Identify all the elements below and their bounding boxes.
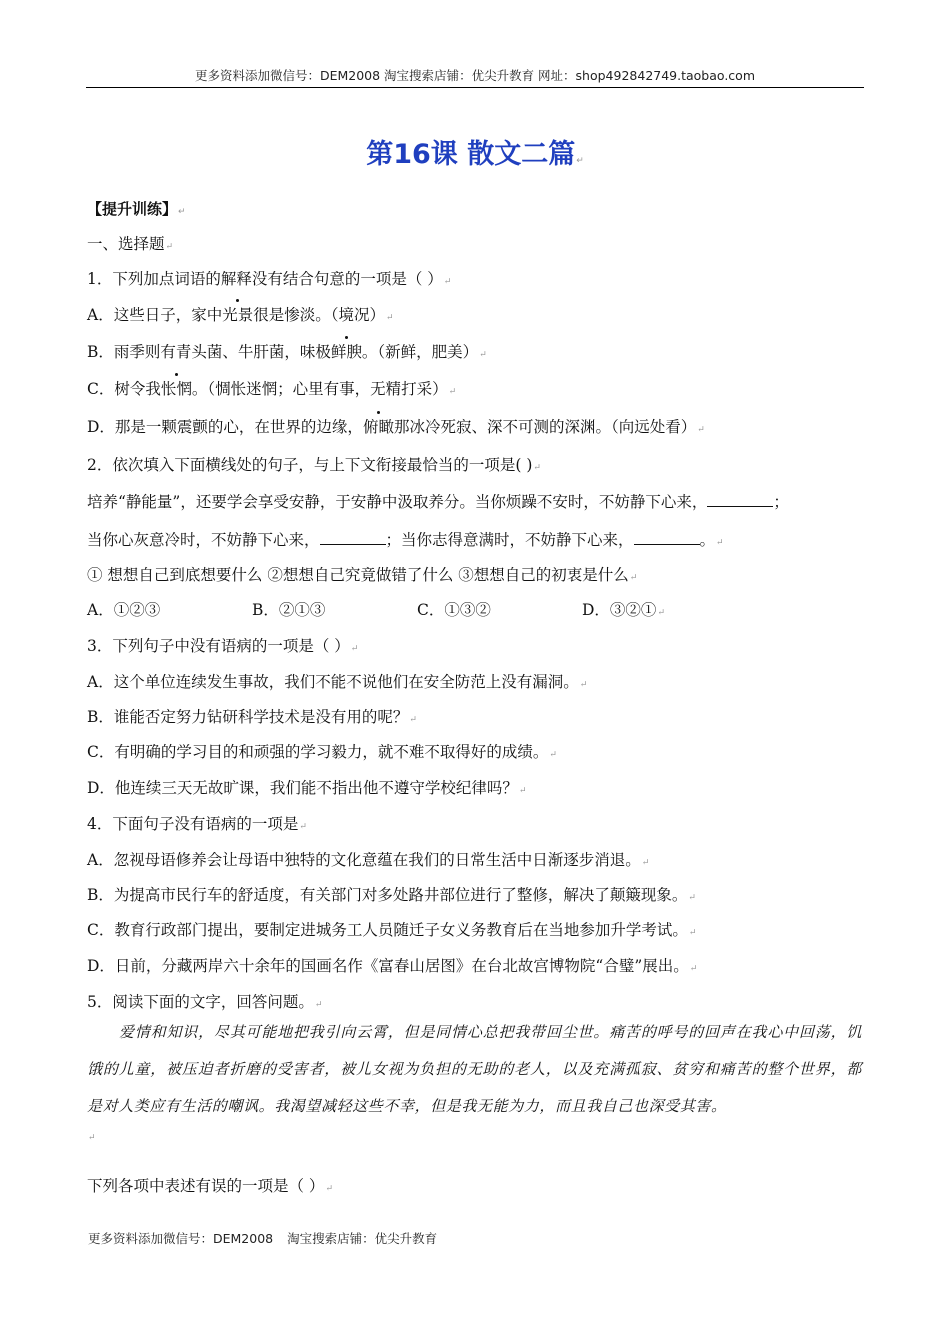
paragraph-mark: ↵ [641, 858, 650, 868]
paragraph-mark-line [87, 1126, 96, 1144]
question-text: 3．下列句子中没有语病的一项是（ ） [87, 637, 350, 655]
items-text: ① 想想自己到底想要什么 ②想想自己究竟做错了什么 ③想想自己的初衷是什么 [87, 566, 629, 584]
fill-blank [634, 530, 700, 545]
question-1-stem [87, 267, 451, 289]
footer-wechat: 更多资料添加微信号：DEM2008 [88, 1231, 274, 1246]
question-4-option-c [87, 918, 696, 940]
option-text: D．他连续三天无故旷课，我们能不指出他不遵守学校纪律吗？ [87, 779, 518, 797]
page-title [0, 132, 950, 171]
dotted-word: 怅惘 [161, 377, 192, 399]
option-d: D．③②① [582, 601, 657, 619]
question-1-option-c [87, 377, 456, 399]
paragraph-mark: ↵ [579, 680, 588, 690]
question-2-stem [87, 453, 541, 475]
sub-section-heading [87, 232, 173, 254]
title-text: 第16课 散文二篇 [366, 139, 576, 170]
question-1-option-b [87, 340, 487, 362]
option-text: A．这个单位连续发生事故，我们不能不说他们在安全防范上没有漏洞。 [87, 673, 579, 691]
paragraph-mark: ↵ [689, 964, 698, 974]
dotted-word: 鲜腴 [331, 340, 362, 362]
paragraph-mark: ↵ [716, 538, 724, 548]
header-divider [86, 87, 864, 88]
paragraph-text: 。 [699, 531, 716, 549]
question-5-stem [87, 990, 322, 1012]
paragraph-mark: ↵ [350, 644, 359, 654]
option-text: C．树令我 [87, 380, 161, 398]
option-text: B．谁能否定努力钻研科学技术是没有用的呢？ [87, 708, 409, 726]
option-text: B．雨季则有青头菌、牛肝菌，味极 [87, 343, 331, 361]
question-4-stem [87, 812, 307, 834]
question-5-sub-stem [87, 1174, 333, 1196]
option-text: 。（新鲜，肥美） [361, 343, 479, 361]
paragraph-mark: ↵ [88, 1133, 96, 1143]
question-2-items [87, 563, 637, 585]
paragraph-mark: ↵ [697, 425, 705, 435]
passage-text: 爱情和知识，尽其可能地把我引向云霄，但是同情心总把我带回尘世。痛苦的呼号的回声在我心中回荡，饥饿的儿童，被压迫者折磨的受害者，被儿女视为负担的无助的老人，以及充满孤寂、贫穷和痛苦的整个世界，都是对人类应有生活的嘲讽。我渴望减轻这些不幸，但是我无能为力，而且我自己也深受其害。 [87, 1023, 862, 1115]
footer-shop: 淘宝搜索店铺：优尖升教育 [287, 1231, 438, 1246]
question-4-option-b [87, 883, 696, 905]
paragraph-mark: ↵ [299, 822, 307, 832]
question-text: 1．下列加点词语的解释没有结合句意的一项是（ ） [87, 270, 443, 288]
paragraph-mark: ↵ [178, 207, 186, 217]
paragraph-mark: ↵ [576, 156, 584, 166]
paragraph-mark: ↵ [409, 715, 417, 725]
option-text: C．教育行政部门提出，要制定进城务工人员随迁子女义务教育后在当地参加升学考试。 [87, 921, 688, 939]
option-text: A．这些日子，家中 [87, 306, 223, 324]
question-4-option-a [87, 848, 649, 870]
dotted-word: 光景 [222, 303, 253, 325]
paragraph-mark: ↵ [325, 1184, 333, 1194]
question-1-option-a [87, 303, 394, 325]
paragraph-text: 培养“静能量”，还要学会享受安静，于安静中汲取养分。当你烦躁不安时，不妨静下心来， [87, 493, 708, 511]
paragraph-mark: ↵ [533, 463, 541, 473]
paragraph-mark: ↵ [448, 387, 457, 397]
question-2-paragraph-2 [87, 528, 724, 550]
question-3-option-a [87, 670, 587, 692]
paragraph-mark: ↵ [549, 750, 557, 760]
option-a: A．①②③ [87, 601, 161, 619]
question-3-stem [87, 634, 358, 656]
paragraph-mark: ↵ [443, 277, 452, 287]
question-1-option-d [87, 415, 705, 437]
option-text: 很是惨淡。（境况） [253, 306, 385, 324]
question-3-option-d [87, 776, 526, 798]
option-text: D．日前，分藏两岸六十余年的国画名作《富春山居图》在台北故宫博物院“合璧”展出。 [87, 957, 689, 975]
question-text: 下列各项中表述有误的一项是（ ） [87, 1177, 325, 1195]
option-text: B．为提高市民行车的舒适度，有关部门对多处路井部位进行了整修，解决了颠簸现象。 [87, 886, 688, 904]
option-c: C．①③② [417, 601, 491, 619]
paragraph-mark: ↵ [479, 350, 487, 360]
paragraph-mark: ↵ [518, 786, 527, 796]
sub-section-text: 一、选择题 [87, 235, 165, 253]
paragraph-mark: ↵ [688, 928, 697, 938]
paragraph-mark: ↵ [165, 242, 174, 252]
paragraph-text: 当你心灰意冷时，不妨静下心来， [87, 531, 320, 549]
paragraph-text: ；当你志得意满时，不妨静下心来， [385, 531, 634, 549]
question-4-option-d [87, 954, 697, 976]
option-text: C．有明确的学习目的和顽强的学习毅力，就不难不取得好的成绩。 [87, 743, 549, 761]
option-text: D．那是一颗震颤的心，在世界的边缘， [87, 418, 363, 436]
question-text: 2．依次填入下面横线处的句子，与上下文衔接最恰当的一项是( ) [87, 456, 533, 474]
option-text: 那冰冷死寂、深不可测的深渊。（向远处看） [393, 418, 697, 436]
paragraph-mark: ↵ [657, 608, 665, 618]
reading-passage [87, 1014, 862, 1125]
paragraph-mark: ↵ [385, 313, 394, 323]
question-2-options [87, 598, 665, 620]
section-heading [87, 198, 186, 219]
section-heading-text: 【提升训练】 [87, 200, 178, 218]
paragraph-mark: ↵ [629, 573, 638, 583]
option-text: A．忽视母语修养会让母语中独特的文化意蕴在我们的日常生活中日渐逐步消退。 [87, 851, 641, 869]
option-text: 。（惆怅迷惘；心里有事，无精打采） [191, 380, 448, 398]
question-3-option-b [87, 705, 417, 727]
option-b: B．②①③ [252, 601, 326, 619]
page-header: 更多资料添加微信号：DEM2008 淘宝搜索店铺：优尖升教育 网址：shop492842749.taobao.com [194, 68, 756, 83]
question-3-option-c [87, 740, 557, 762]
fill-blank [320, 530, 386, 545]
question-2-paragraph-1 [87, 490, 789, 512]
dotted-word: 俯瞰 [363, 415, 394, 437]
page-footer [88, 1229, 437, 1247]
question-text: 4．下面句子没有语病的一项是 [87, 815, 299, 833]
fill-blank [707, 492, 773, 507]
paragraph-text: ； [773, 493, 789, 511]
paragraph-mark: ↵ [688, 893, 696, 903]
paragraph-mark: ↵ [314, 1000, 323, 1010]
question-text: 5．阅读下面的文字，回答问题。 [87, 993, 314, 1011]
